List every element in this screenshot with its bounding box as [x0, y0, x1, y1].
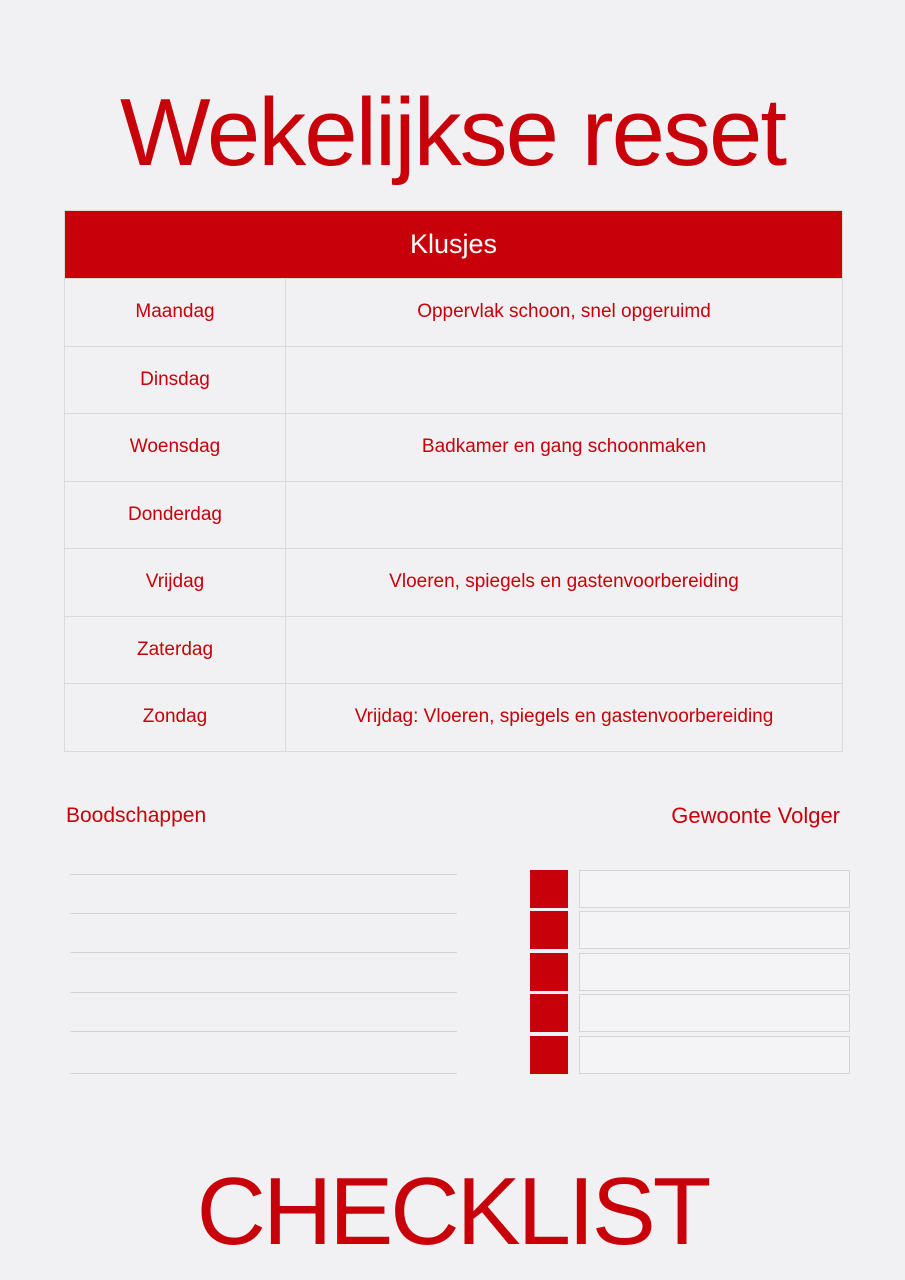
habit-field[interactable]: [579, 994, 850, 1032]
table-row: [65, 616, 842, 684]
day-cell: Zaterdag: [65, 617, 286, 684]
task-cell[interactable]: [286, 617, 842, 684]
grocery-line[interactable]: [70, 913, 457, 914]
habit-checkbox[interactable]: [530, 953, 568, 991]
habit-field[interactable]: [579, 911, 850, 949]
table-row: [65, 278, 842, 346]
habit-checkbox[interactable]: [530, 994, 568, 1032]
habit-field[interactable]: [579, 870, 850, 908]
task-cell[interactable]: Vloeren, spiegels en gastenvoorbereiding: [389, 571, 739, 593]
habit-field[interactable]: [579, 953, 850, 991]
footer-title: CHECKLIST: [196, 1158, 709, 1265]
habit-checkbox[interactable]: [530, 870, 568, 908]
day-cell: Zondag: [65, 684, 286, 751]
table-row: [65, 481, 842, 549]
day-cell: Woensdag: [65, 414, 286, 481]
day-cell: Vrijdag: [65, 549, 286, 616]
table-row: [65, 346, 842, 414]
grocery-line[interactable]: [70, 874, 457, 875]
grocery-line[interactable]: [70, 1031, 457, 1032]
grocery-line[interactable]: [70, 1073, 457, 1074]
table-row: [65, 683, 842, 751]
page-title: Wekelijkse reset: [119, 79, 786, 186]
habit-checkbox[interactable]: [530, 911, 568, 949]
chores-header: Klusjes: [65, 211, 842, 278]
table-row: [65, 413, 842, 481]
habit-checkbox[interactable]: [530, 1036, 568, 1074]
grocery-line[interactable]: [70, 992, 457, 993]
task-cell[interactable]: [286, 482, 842, 549]
grocery-line[interactable]: [70, 952, 457, 953]
groceries-label: Boodschappen: [66, 804, 207, 827]
habit-field[interactable]: [579, 1036, 850, 1074]
day-cell: Donderdag: [65, 482, 286, 549]
habit-tracker-label: Gewoonte Volger: [671, 803, 840, 828]
task-cell[interactable]: [286, 347, 842, 414]
day-cell: Dinsdag: [65, 347, 286, 414]
day-cell: Maandag: [65, 279, 286, 346]
task-cell[interactable]: Badkamer en gang schoonmaken: [421, 436, 707, 458]
table-row: [65, 548, 842, 616]
task-cell[interactable]: Oppervlak schoon, snel opgeruimd: [417, 301, 711, 323]
task-cell[interactable]: Vrijdag: Vloeren, spiegels en gastenvoorbereiding: [354, 706, 774, 728]
chores-table: [64, 210, 843, 752]
